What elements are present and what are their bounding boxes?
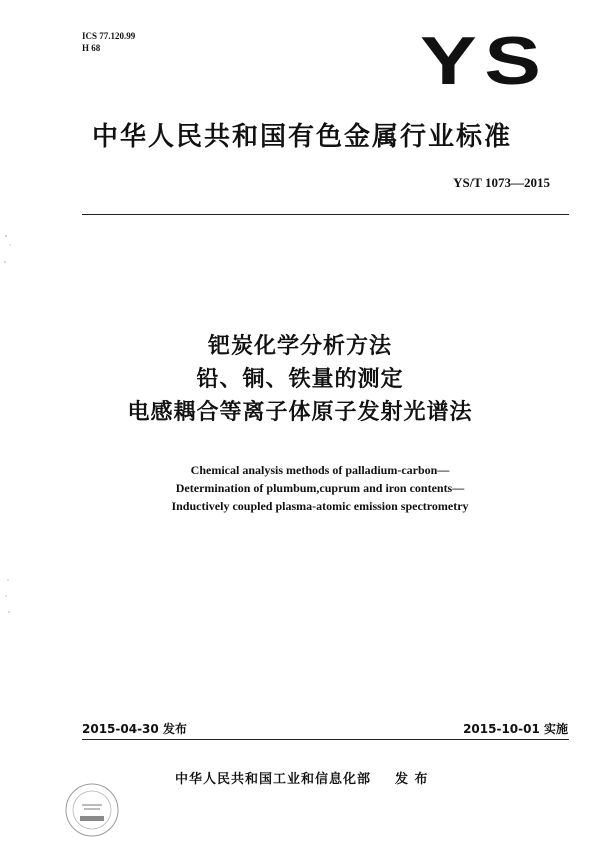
chinese-title-line-1: 钯炭化学分析方法 <box>207 334 392 359</box>
english-title-block <box>0 461 600 515</box>
english-title-line-3: Inductively coupled plasma-atomic emission spectrometry <box>171 499 469 513</box>
english-title-line-2: Determination of plumbum,cuprum and iron contents— <box>175 481 465 495</box>
bottom-divider <box>82 739 569 740</box>
ics-code: ICS 77.120.99 <box>82 31 136 41</box>
ccs-code: H 68 <box>82 43 101 53</box>
issuer-name: 中华人民共和国工业和信息化部 <box>175 772 372 787</box>
standard-number: YS/T 1073—2015 <box>453 175 550 190</box>
effective-date: 2015-10-01 实施 <box>463 722 568 736</box>
top-divider <box>82 214 569 215</box>
english-title-line-1: Chemical analysis methods of palladium-carbon— <box>190 463 450 477</box>
publish-date: 2015-04-30 发布 <box>82 722 187 736</box>
chinese-title-line-3: 电感耦合等离子体原子发射光谱法 <box>127 400 473 425</box>
standard-category-title: 中华人民共和国有色金属行业标准 <box>92 122 513 152</box>
chinese-title-block <box>0 330 600 429</box>
ys-logo: YS <box>420 23 549 99</box>
seal-stamp-icon <box>60 778 124 842</box>
issuing-authority <box>175 768 429 787</box>
classification-codes <box>82 30 135 54</box>
issue-action: 发 布 <box>395 772 429 787</box>
chinese-title-line-2: 铅、铜、铁量的测定 <box>196 367 404 392</box>
